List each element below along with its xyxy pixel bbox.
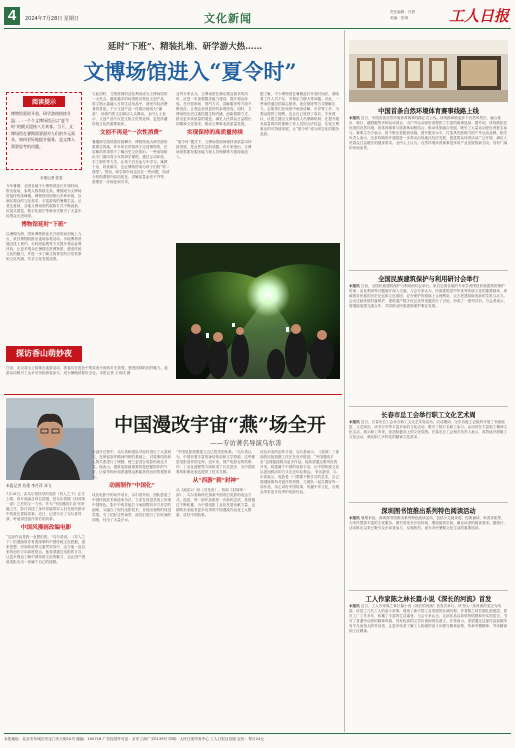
feature-column-1: 7月28日，由乌尔善执导的电影《异人之下》正式上映。该片改编自同名国漫，是乌尔善继《封神第一部》之后的又一力作。作为“中国漫改宇宙”的开篇之作，影片讲述了身怀异能的异人们在现代都市中的奇幻冒险故事。近日，记者专访了乌尔善导演，听他讲述创作背后的故事。 中国风漫画改编电影 “这部作品是我一直想拍的。”乌尔善说，《异人之下》的漫画原作有着深厚的中国传统文化底蕴，道家思想、民间传说等元素贯穿其中，这与他一直以来的创作方向高度契合。他希望通过电影的方式，让更多观众了解中国传统文化的魅力，也让国产漫改电影走出一条属于自己的道路。	[6, 492, 86, 564]
photo-caption-body: 日前，北京香山公园推出夜游活动，游客们在夜色中观赏萤火般的灯光景观，感受园林的别样魅力。夜游活动吸引了众多市民和游客参与，成为暑期消夏好去处。本报记者 王伟伟 摄	[6, 366, 168, 375]
sidebar-item-4-byline: 本报讯	[349, 516, 360, 520]
sidebar-item-5-title: 工人作家陈之林长篇小说《深长的河流》首发	[365, 596, 492, 603]
lead-subhead-2: 文创不再是“一次性消费”	[99, 130, 163, 136]
lead-column-2: 与此同时，文物资源的活化利用成为文博场馆的一大亮点。越来越多的场馆推出特色文创产品，将文物元素融入日常生活用品中，深受年轻消费者的喜爱。不少文创产品一经推出便成为“爆款”，场馆内的文创商店人头攒动。业内人士表示，文创产品不仅是文物文化的延伸，更是传播传统文化的重要载体。 文创不再是“一次性消费” 暑期研学游热度持续攀升，博物馆成为研学游的重要目的地。许多家长带着孩子走进博物馆，在讲解员的带领下了解历史文化知识。一些场馆推出专门面向青少年的研学课程，通过互动体验、手工制作等方式，让孩子们在参与中学习，寓教于乐，收获颇丰，也让博物馆成为孩子们的“第二课堂”。然而，研学游市场也存在一些问题，如部分机构课程内容同质化、讲解质量参差不齐等，需要进一步规范和引导。	[92, 92, 170, 184]
exhibition-hall-photo-art	[349, 40, 508, 102]
sidebar-divider-4	[349, 590, 508, 591]
editor-line: 责任编辑：吕晨	[390, 10, 416, 14]
sidebar-item-2-title: 全国民族建筑保护与利用研讨会举行	[378, 276, 479, 283]
feature-portrait	[6, 398, 94, 480]
lead-subhead-3: 实现保持的高质量持续	[187, 130, 243, 136]
section-name: 文化新闻	[204, 12, 252, 25]
masthead	[4, 4, 511, 28]
sidebar-item-2-body: 本报讯 日前，全国民族建筑保护与利用研讨会举行。来自全国各地的专家学者围绕民族建筑的保护传承、活化利用等议题展开深入交流。与会专家认为，民族建筑是中华优秀传统文化的重要载体，承载着各民族的历史记忆和文化基因，应在保护的基础上合理利用，让古老建筑焕发新的生机与活力。会议还就传统村落保护、建筑遗产数字化记录等话题进行了讨论，形成了一系列共识。与会者表示，将继续加强交流合作，共同推动民族建筑保护事业发展。	[349, 284, 508, 308]
sidebar-item-5-byline: 本报讯	[349, 604, 360, 608]
sidebar-divider-1	[349, 270, 508, 271]
lead-byline: 本报记者 张玺	[40, 176, 63, 180]
sidebar-divider-3	[349, 502, 508, 503]
feature-subhead-1: 中国风漫画改编电影	[20, 525, 72, 531]
feature-subtitle: ——专访著名导演乌尔善	[210, 439, 282, 447]
sidebar-divider-2	[349, 406, 508, 407]
photo-caption-text: 探访香山萌妙夜	[16, 349, 72, 358]
footer-rule	[4, 733, 511, 734]
lead-photo-caption	[6, 346, 82, 362]
lead-photo	[176, 243, 340, 379]
sidebar-photo	[349, 40, 508, 102]
feature-column-2: 在创作过程中，乌尔善和团队对原作进行了大量研究，在保留原作精神内核的基础上，对故事结构和人物关系进行了调整，使之更适合电影的表达方式。他表示，漫改电影最重要的是把握原作的气质，让原作粉丝和普通观众都能获得良好的观影体验。 动画制作“中国化” 谈及电影中的动作设计，乌尔善介绍，团队借鉴了中国传统武术和道家功法，力求在视觉呈现上体现中国特色。影片中的异能打斗场面既有东方美学的韵味，又融合了现代电影技术，呈现出独特的视觉效果。为了拍好这些场景，演员们进行了长时间的训练，付出了大量汗水。	[92, 450, 172, 522]
reading-tip-title: 阅读提示	[23, 96, 65, 107]
lead-column-4: 据了解，不少博物馆在暑期延长开放时间后，面临着工作人员不足、安保压力增大等问题。对此，一些场馆通过招募志愿者、优化排班等方式缓解压力。志愿者们在场馆中承担讲解、引导等工作，为观众提供了便利，也让自己收获了成长。专家建议，应建立健全文博场馆人员保障机制，在提升服务质量的同时保障工作人员的合法权益，实现文博事业的可持续发展，让“夏令时”成为常态化的服务品质。	[260, 92, 340, 136]
lead-column-3: 业内专家认为，文博场馆在满足观众需求的同时，应进一步加强服务能力建设，提升观众体验。在开放时间、预约方式、讲解服务等方面不断优化，让观众获得更好的参观体验。同时，文博场馆还应注重挖掘文物内涵，创新展陈方式，推出更多高质量的展览，满足人民群众日益增长的精神文化需求，推动文博事业高质量发展。 实现保持的高质量持续 “夏令时”模式下，文博场馆如何保持高质量可持续发展，是业界关注的话题。有专家指出，文博场馆需要在服务能力和人员保障等方面持续投入。	[176, 92, 254, 242]
director-portrait-art	[6, 398, 94, 480]
feature-subhead-3: 从“西游”到“封神”	[192, 478, 240, 484]
newspaper-logo: 工人日报	[449, 7, 510, 25]
footer-text: 本报地址：北京市东城区安定门东大街10号 邮编：100718 广告经营许可证：京东工商广字0139号 印刷：人民日报印务中心 工人日报社出版 定价：每月24元	[4, 737, 264, 741]
sidebar-item-4-title: 深圳图书馆推出系列特色阅读活动	[381, 508, 476, 515]
feature-column-3: “中国电影需要建立自己的类型体系。”乌尔善认为，中国有着丰富的神话传说和文学资源，这些都是电影创作的宝库。近年来，国产电影在特效制作、工业化流程等方面取得了长足进步，为中国故事的影像化表达提供了技术支撑。 从“西游”到“封神” 从《画皮2》到《寻龙诀》，再到《封神第一部》，乌尔善始终在探索中国奇幻电影的表达方式。他说，每一部作品都是一次新的尝试，希望通过不断积累，为中国电影工业化发展贡献力量，也期待未来能有更多优秀的中国漫改作品登上大银幕，讲好中国故事。	[176, 450, 256, 517]
issue-date: 2024年7月28日 星期日	[25, 16, 79, 22]
reading-tip-box	[6, 92, 82, 170]
sidebar-item-1-byline: 本报讯	[349, 116, 360, 120]
lead-column-1: 今年暑期，全国各地不少博物馆延长开放时间，推出夜场，参观人数持续走高，暑期成为文博场馆接待的高峰期。博物馆纷纷推出多种举措，以满足观众的文化需求，丰富游客的暑期生活。记者注意到，各地文博场馆的展陈方式不断创新，沉浸式展览、数字化展厅等新形式吸引了大量年轻观众走进场馆。 博物馆延时“下班” 以暑期为例，国家博物馆延长开放时间至晚上九点，故宫博物院推出夜场参观活动。多地博物馆通过线上预约、分时段参观等方式提升观众参观体验，让更多观众在暑期走进博物馆，感受传统文化的魅力，并进一步了解文物背后的历史故事和文化内涵，共享文化发展成果。	[6, 184, 82, 261]
sidebar-item-4-body: 本报讯 暑期来临，深圳图书馆推出系列特色阅读活动，包括少儿阅读营、经典诵读、科普讲座等，为市民提供丰富的文化服务。图书馆延长开放时间，增设阅读空间，满足读者的阅读需求。据统计，活动推出以来已吸引众多读者参与，反响热烈，成为市民暑期文化生活的重要选择。	[349, 516, 508, 530]
feature-column-4: 谈及未来的创作计划，乌尔善表示，《封神》三部曲的后续拍摄工作正在有序推进，“中国漫改宇宙”也将陆续推出更多作品。他希望通过系列化的开发，构建属于中国的电影宇宙，让中国传统文化以更加鲜活的方式走近年轻观众。 采访最后，乌尔善表示，电影是一门需要不断学习的艺术，自己将继续保持对创作的热情，与团队一起打磨好每一部作品，用心讲好中国故事，传播中华文化，为观众带来更多优秀的电影作品。	[260, 450, 340, 494]
feature-headline: 中国漫改宇宙“燕”场全开	[114, 414, 326, 436]
lead-headline: 文博场馆进入“夏令时”	[83, 59, 297, 84]
reading-tip-body: 博物馆延时开放、研学游热持续升温……一个个文博场馆正以“夏令时”的模式迎接八方来客。当下，文博场馆在暑期需要面对人们的多元需求，如何更好地提升服务，是文博人需要思考的问题。	[11, 111, 75, 149]
sidebar-item-1-title: 中国首条自然环境体育赛事线路上线	[378, 108, 479, 115]
masthead-rule	[4, 28, 511, 29]
sidebar-item-3-body: 本报讯 近日，长春市总工会举办职工文化艺术周活动。活动期间，全市各级工会组织开展了书画展览、文艺演出、读书分享等丰富多彩的文化活动，吸引了数万名职工参与。活动旨在丰富职工精神文化生活，展示职工风采，营造积极向上的文化氛围。长春市总工会相关负责人表示，将持续开展职工文化活动，满足职工多样化的精神文化需求。	[349, 420, 508, 439]
night-garden-photo-art	[176, 243, 340, 379]
feature-subhead-2: 动画制作“中国化”	[109, 483, 155, 489]
lead-bottom-rule	[4, 394, 342, 395]
sidebar-item-3-byline: 本报讯	[349, 420, 360, 424]
designer-line: 美编：张琪	[390, 16, 408, 20]
sidebar-item-5-body: 本报讯 近日，工人作家陈之林长篇小说《深长的河流》首发式举行。该书以一条河流的变迁为线索，讲述了几代工人的奋斗故事，展现了新中国工业发展的壮阔历程。作者陈之林长期扎根基层，曾在工厂工作多年，积累了丰富的生活素材。与会专家认为，这部作品以真挚的情感和朴实的语言，书写了普通劳动者的精神风貌，具有较高的文学价值和现实意义。作者表示，希望通过这部作品致敬所有平凡而伟大的劳动者，让更多读者了解工人阶级的奋斗历程与精神品格，传承劳模精神、劳动精神和工匠精神。	[349, 604, 508, 633]
feature-byline: 本报记者 苏墨 李丹萍 邓飞	[6, 483, 52, 488]
sidebar	[344, 30, 511, 732]
lead-kicker: 延时“下班”、精装扎堆、研学游大热……	[107, 42, 263, 52]
sidebar-item-1-body: 本报讯 近日，中国首条自然环境体育赛事线路正式上线。该线路串联起多个自然风景区，融合徒步、骑行、越野跑等多种运动项目，为户外运动爱好者提供了丰富的赛事选择。据介绍，该线路依托优美的自然环境，将体育赛事与旅游休闲相结合，推动体旅融合发展，吸引了大量运动爱好者报名参与。赛事主办方表示，将不断完善配套设施，提升服务水平，打造具有影响力的户外运动品牌。相关负责人表示，这条线路的开通将进一步带动沿线地区经济发展，促进群众体育活动广泛开展，满足人民群众日益增长的健身需求。业内人士认为，自然环境体育赛事是体育产业发展的新方向，具有广阔的市场前景。	[349, 116, 508, 150]
lead-subhead-1: 博物馆延时“下班”	[21, 222, 67, 228]
sidebar-item-2-byline: 本报讯	[349, 284, 360, 288]
page-number: 4	[4, 7, 20, 25]
sidebar-item-3-title: 长春市总工会举行职工文化艺术周	[381, 412, 476, 419]
